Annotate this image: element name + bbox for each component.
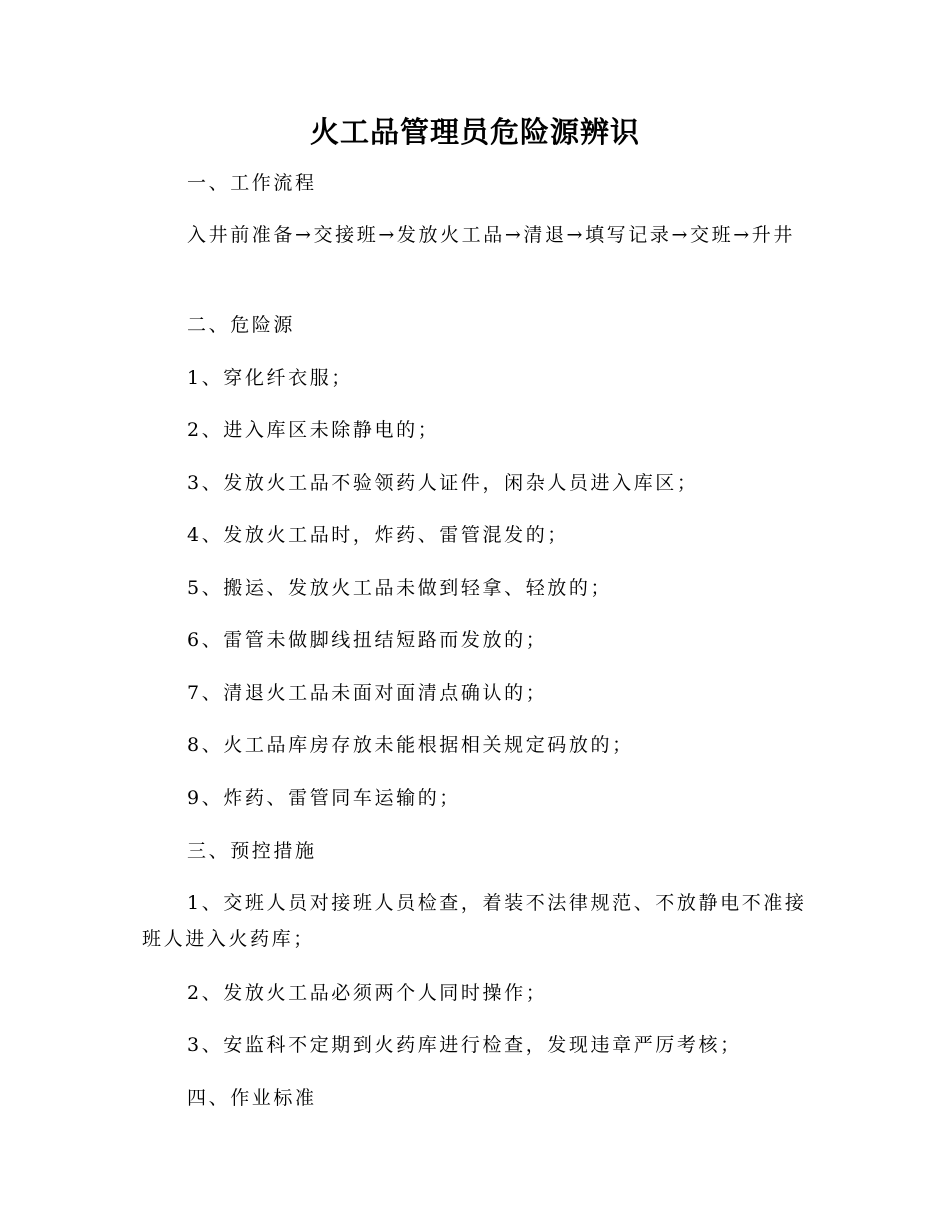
hazard-item: 6、雷管未做脚线扭结短路而发放的；	[187, 629, 548, 651]
page-title: 火工品管理员危险源辨识	[309, 115, 640, 149]
control-item: 3、安监科不定期到火药库进行检查，发现违章严厉考核；	[187, 1034, 742, 1056]
hazard-item: 7、清退火工品未面对面清点确认的；	[187, 682, 548, 704]
hazard-item: 8、火工品库房存放未能根据相关规定码放的；	[187, 734, 634, 756]
section-heading-controls: 三、预控措施	[187, 840, 317, 862]
section-heading-standards: 四、作业标准	[187, 1087, 317, 1109]
workflow-steps: 入井前准备→交接班→发放火工品→清退→填写记录→交班→升井	[187, 224, 795, 246]
hazard-item: 1、穿化纤衣服；	[187, 367, 353, 389]
hazard-item: 2、进入库区未除静电的；	[187, 419, 440, 441]
section-heading-workflow: 一、工作流程	[187, 172, 317, 194]
hazard-item: 3、发放火工品不验领药人证件，闲杂人员进入库区；	[187, 472, 699, 494]
control-item: 2、发放火工品必须两个人同时操作；	[187, 982, 548, 1004]
section-heading-hazards: 二、危险源	[187, 314, 296, 336]
control-item: 1、交班人员对接班人员检查，着装不法律规范、不放静电不准接班人进入火药库；	[142, 892, 807, 950]
hazard-item: 4、发放火工品时，炸药、雷管混发的；	[187, 524, 569, 546]
hazard-item: 5、搬运、发放火工品未做到轻拿、轻放的；	[187, 577, 613, 599]
hazard-item: 9、炸药、雷管同车运输的；	[187, 787, 461, 809]
